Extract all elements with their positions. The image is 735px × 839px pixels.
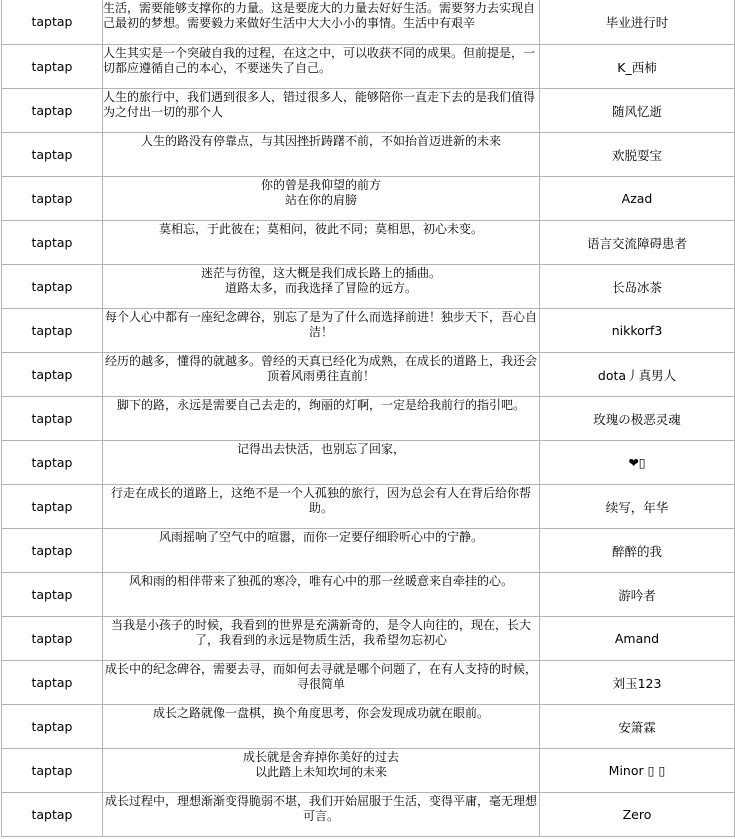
source-cell: taptap (2, 617, 103, 661)
username-cell: 语言交流障碍患者 (540, 221, 735, 265)
source-cell: taptap (2, 397, 103, 441)
table-row (2, 397, 735, 441)
username-cell: Minor ▯ ▯ (540, 749, 735, 793)
username-cell: 玫瑰の极恶灵魂 (540, 397, 735, 441)
source-cell: taptap (2, 0, 103, 45)
comments-table-body (2, 0, 735, 837)
comment-text: 迷茫与彷徨，这大概是我们成长路上的插曲。 道路太多，而我选择了冒险的远方。 (200, 265, 441, 295)
table-row (2, 793, 735, 837)
comment-cell (103, 441, 540, 485)
comment-text: 记得出去快活，也别忘了回家， (236, 441, 405, 456)
table-row (2, 617, 735, 661)
source-cell: taptap (2, 793, 103, 837)
table-row (2, 89, 735, 133)
username-cell: 随风忆逝 (540, 89, 735, 133)
table-row (2, 133, 735, 177)
username-cell: dota丿真男人 (540, 353, 735, 397)
table-row (2, 309, 735, 353)
comments-table (1, 0, 735, 837)
username-cell: 安箫霖 (540, 705, 735, 749)
table-row (2, 221, 735, 265)
comment-text: 当我是小孩子的时候，我看到的世界是充满新奇的，是令人向往的，现在，长大了，我看到的永远是物质生活，我希望勿忘初心 (110, 617, 531, 647)
comment-text: 你的曾是我仰望的前方 站在你的肩膀 (260, 177, 381, 207)
table-row (2, 529, 735, 573)
username-cell: 续写，年华 (540, 485, 735, 529)
username-cell: Zero (540, 793, 735, 837)
comment-text: 成长之路就像一盘棋，换个角度思考，你会发现成功就在眼前。 (152, 705, 489, 720)
table-row (2, 177, 735, 221)
comment-cell (103, 573, 540, 617)
username-cell: 毕业进行时 (540, 0, 735, 45)
table-row (2, 749, 735, 793)
comment-text: 成长过程中，理想渐渐变得脆弱不堪，我们开始屈服于生活，变得平庸，毫无理想可言。 (104, 793, 537, 823)
source-cell: taptap (2, 485, 103, 529)
table-row (2, 441, 735, 485)
source-cell: taptap (2, 309, 103, 353)
comment-cell (103, 309, 540, 353)
comment-text: 每个人心中都有一座纪念碑谷，别忘了是为了什么而选择前进！独步天下，吾心自洁！ (104, 309, 537, 339)
username-cell: K_西柿 (540, 45, 735, 89)
table-row (2, 45, 735, 89)
table-row (2, 573, 735, 617)
comment-cell (103, 529, 540, 573)
comment-cell (103, 0, 540, 45)
source-cell: taptap (2, 529, 103, 573)
table-row (2, 0, 735, 45)
comment-cell (103, 617, 540, 661)
comment-cell (103, 221, 540, 265)
comment-cell (103, 265, 540, 309)
comment-text: 风和雨的相伴带来了独孤的寒冷，唯有心中的那一丝暖意来自牵挂的心。 (128, 573, 513, 588)
table-row (2, 705, 735, 749)
source-cell: taptap (2, 661, 103, 705)
comment-text: 生活，需要能够支撑你的力量。这是要庞大的力量去好好生活。需要努力去实现自己最初的梦想。需要毅力来做好生活中大大小小的事情。生活中有艰辛 (103, 0, 536, 30)
source-cell: taptap (2, 45, 103, 89)
comment-cell (103, 353, 540, 397)
table-row (2, 265, 735, 309)
comment-cell (103, 89, 540, 133)
comment-cell (103, 749, 540, 793)
comment-cell (103, 661, 540, 705)
comment-text: 莫相忘，于此彼在；莫相问，彼此不同；莫相思，初心未变。 (158, 221, 483, 236)
username-cell: Amand (540, 617, 735, 661)
comment-text: 风雨摇响了空气中的喧嚣，而你一定要仔细聆听心中的宁静。 (158, 529, 483, 544)
username-cell: 醉醉的我 (540, 529, 735, 573)
source-cell: taptap (2, 89, 103, 133)
source-cell: taptap (2, 441, 103, 485)
source-cell: taptap (2, 353, 103, 397)
comment-cell (103, 485, 540, 529)
comment-text: 人生的路没有停靠点，与其因挫折踌躇不前，不如抬首迈进新的未来 (140, 133, 501, 148)
comment-text: 成长中的纪念碑谷，需要去寻，而如何去寻就是哪个问题了，在有人支持的时候，寻很简单 (104, 661, 537, 691)
comment-text: 成长就是舍弃掉你美好的过去 以此踏上未知坎坷的未来 (242, 749, 399, 779)
source-cell: taptap (2, 573, 103, 617)
username-cell: 长岛冰茶 (540, 265, 735, 309)
source-cell: taptap (2, 133, 103, 177)
username-cell: nikkorf3 (540, 309, 735, 353)
comment-cell (103, 793, 540, 837)
username-cell: 欢脱耍宝 (540, 133, 735, 177)
username-cell: 刘玉123 (540, 661, 735, 705)
table-row (2, 353, 735, 397)
source-cell: taptap (2, 705, 103, 749)
comment-text: 人生其实是一个突破自我的过程，在这之中，可以收获不同的成果。但前提是，一切都应遵循自己的本心，不要迷失了自己。 (103, 45, 536, 75)
source-cell: taptap (2, 749, 103, 793)
source-cell: taptap (2, 221, 103, 265)
username-cell: 游吟者 (540, 573, 735, 617)
comment-text: 经历的越多，懂得的就越多。曾经的天真已经化为成熟，在成长的道路上，我还会顶着风雨勇往直前！ (104, 353, 537, 383)
comment-cell (103, 705, 540, 749)
comment-cell (103, 45, 540, 89)
comment-text: 脚下的路，永远是需要自己去走的，绚丽的灯啊，一定是给我前行的指引吧。 (116, 397, 525, 412)
table-row (2, 661, 735, 705)
comment-text: 行走在成长的道路上，这绝不是一个人孤独的旅行，因为总会有人在背后给你帮助。 (110, 485, 531, 515)
comment-cell (103, 177, 540, 221)
comment-cell (103, 397, 540, 441)
table-row (2, 485, 735, 529)
comment-cell (103, 133, 540, 177)
username-cell: ❤▯ (540, 441, 735, 485)
comment-text: 人生的旅行中，我们遇到很多人，错过很多人，能够陪你一直走下去的是我们值得为之付出一切的那个人 (103, 89, 536, 119)
username-cell: Azad (540, 177, 735, 221)
source-cell: taptap (2, 177, 103, 221)
source-cell: taptap (2, 265, 103, 309)
